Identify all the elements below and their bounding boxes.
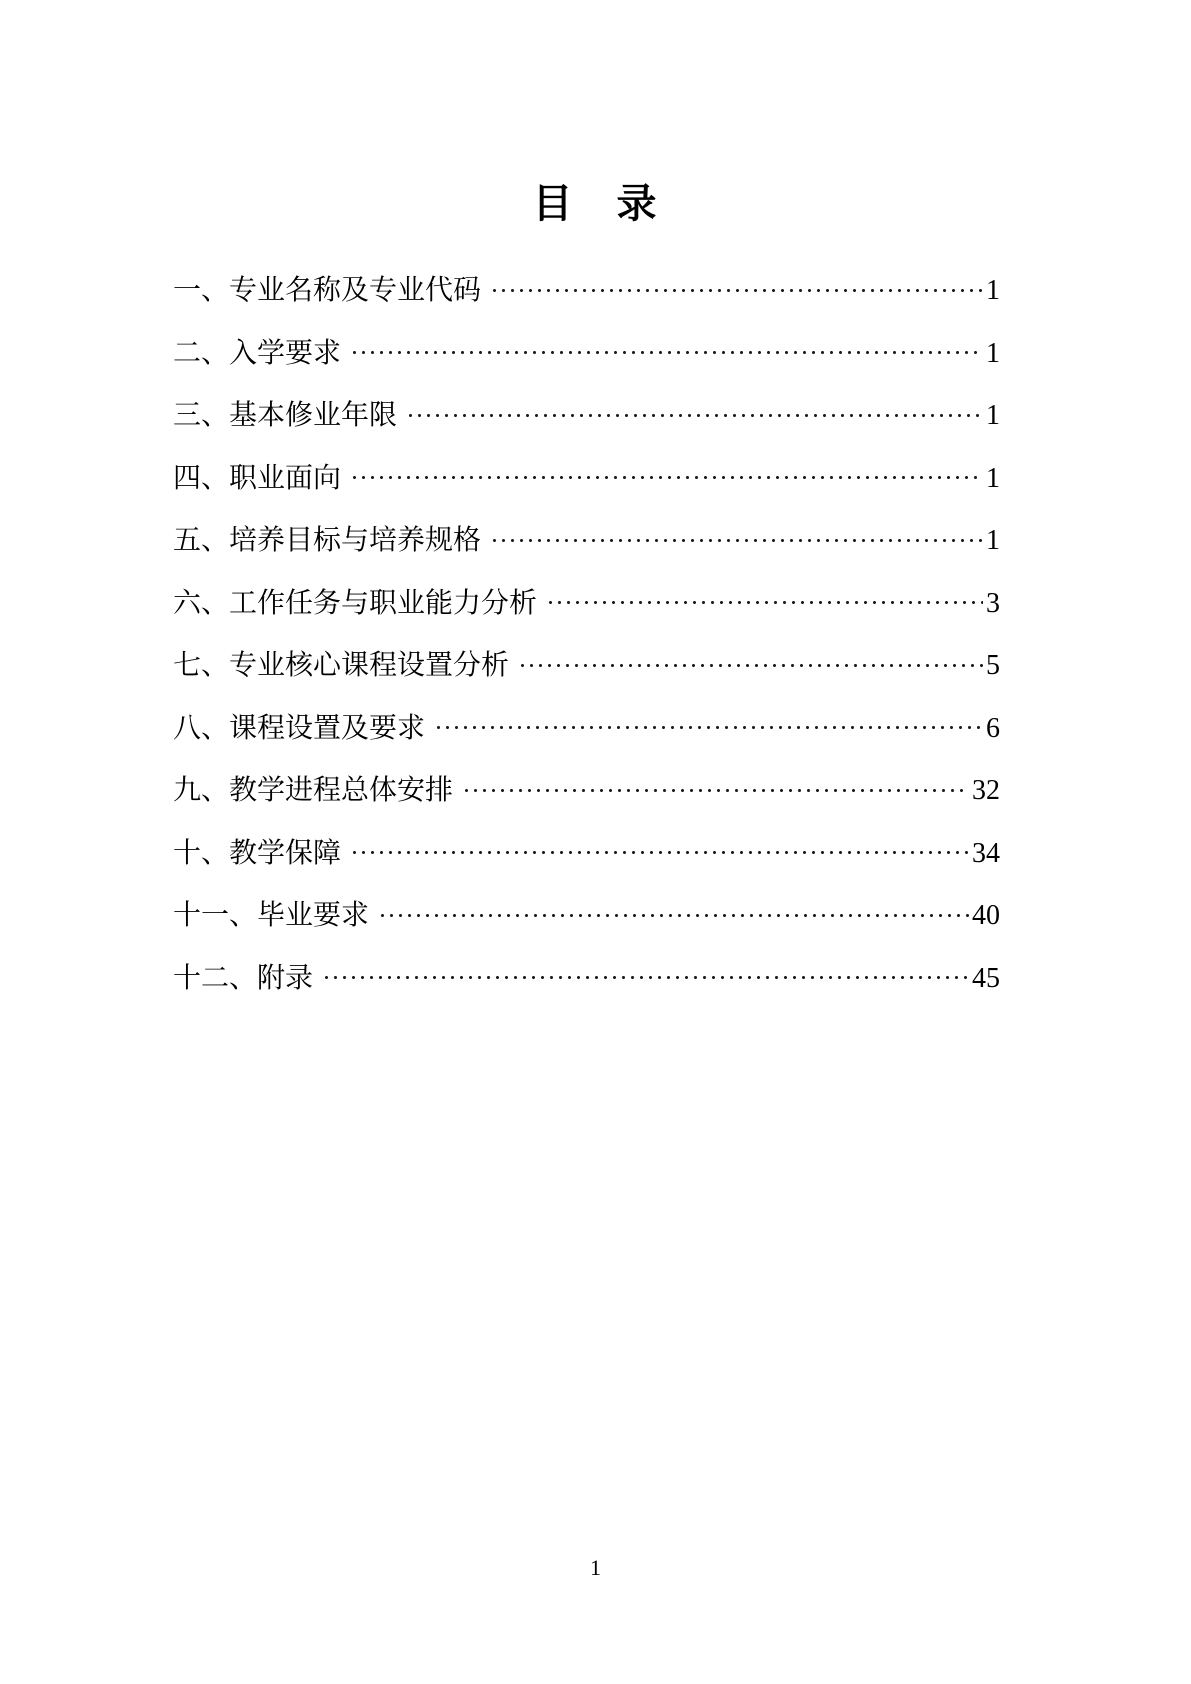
toc-entry-page-number: 1 [986,400,1000,431]
table-of-contents [0,276,1191,994]
toc-entry-label: 十二、附录 [173,962,314,994]
toc-entry [173,339,1000,369]
dot-leader [544,589,983,619]
dot-leader [348,339,983,369]
toc-entry-page-number: 45 [972,962,1000,994]
toc-entry-label: 五、培养目标与培养规格 [173,525,482,556]
toc-entry-page-number: 1 [986,525,1000,556]
dot-leader [404,401,983,431]
toc-entry-page-number: 40 [972,900,1000,931]
toc-entry [173,901,1000,931]
toc-entry-label: 八、课程设置及要求 [173,712,426,744]
dot-leader [432,714,983,744]
toc-entry-label: 十、教学保障 [173,837,342,869]
dot-leader [488,526,983,556]
toc-entry [173,776,1000,806]
toc-entry [173,276,1000,306]
toc-entry-label: 六、工作任务与职业能力分析 [173,587,538,619]
toc-entry-page-number: 1 [986,337,1000,369]
toc-entry-page-number: 1 [986,275,1000,306]
toc-entry [173,464,1000,494]
toc-entry-label: 三、基本修业年限 [173,400,398,431]
toc-entry-label: 一、专业名称及专业代码 [173,275,482,306]
toc-entry [173,526,1000,556]
toc-entry-label: 九、教学进程总体安排 [173,775,454,806]
toc-entry-page-number: 6 [986,712,1000,744]
page-title: 目 录 [532,181,659,226]
toc-entry [173,401,1000,431]
dot-leader [460,776,969,806]
dot-leader [516,651,983,681]
dot-leader [376,901,969,931]
toc-entry [173,651,1000,681]
toc-entry [173,839,1000,869]
dot-leader [488,276,983,306]
toc-entry-page-number: 1 [986,462,1000,494]
footer-page-number: 1 [590,1555,601,1580]
toc-entry [173,714,1000,744]
toc-entry-label: 十一、毕业要求 [173,900,370,931]
toc-entry-page-number: 34 [972,837,1000,869]
toc-entry-page-number: 32 [972,775,1000,806]
toc-entry [173,964,1000,994]
toc-entry-label: 四、职业面向 [173,462,342,494]
toc-entry-page-number: 5 [986,650,1000,681]
toc-entry-label: 二、入学要求 [173,337,342,369]
dot-leader [348,464,983,494]
toc-entry [173,589,1000,619]
toc-entry-page-number: 3 [986,587,1000,619]
dot-leader [320,964,969,994]
toc-entry-label: 七、专业核心课程设置分析 [173,650,510,681]
dot-leader [348,839,969,869]
